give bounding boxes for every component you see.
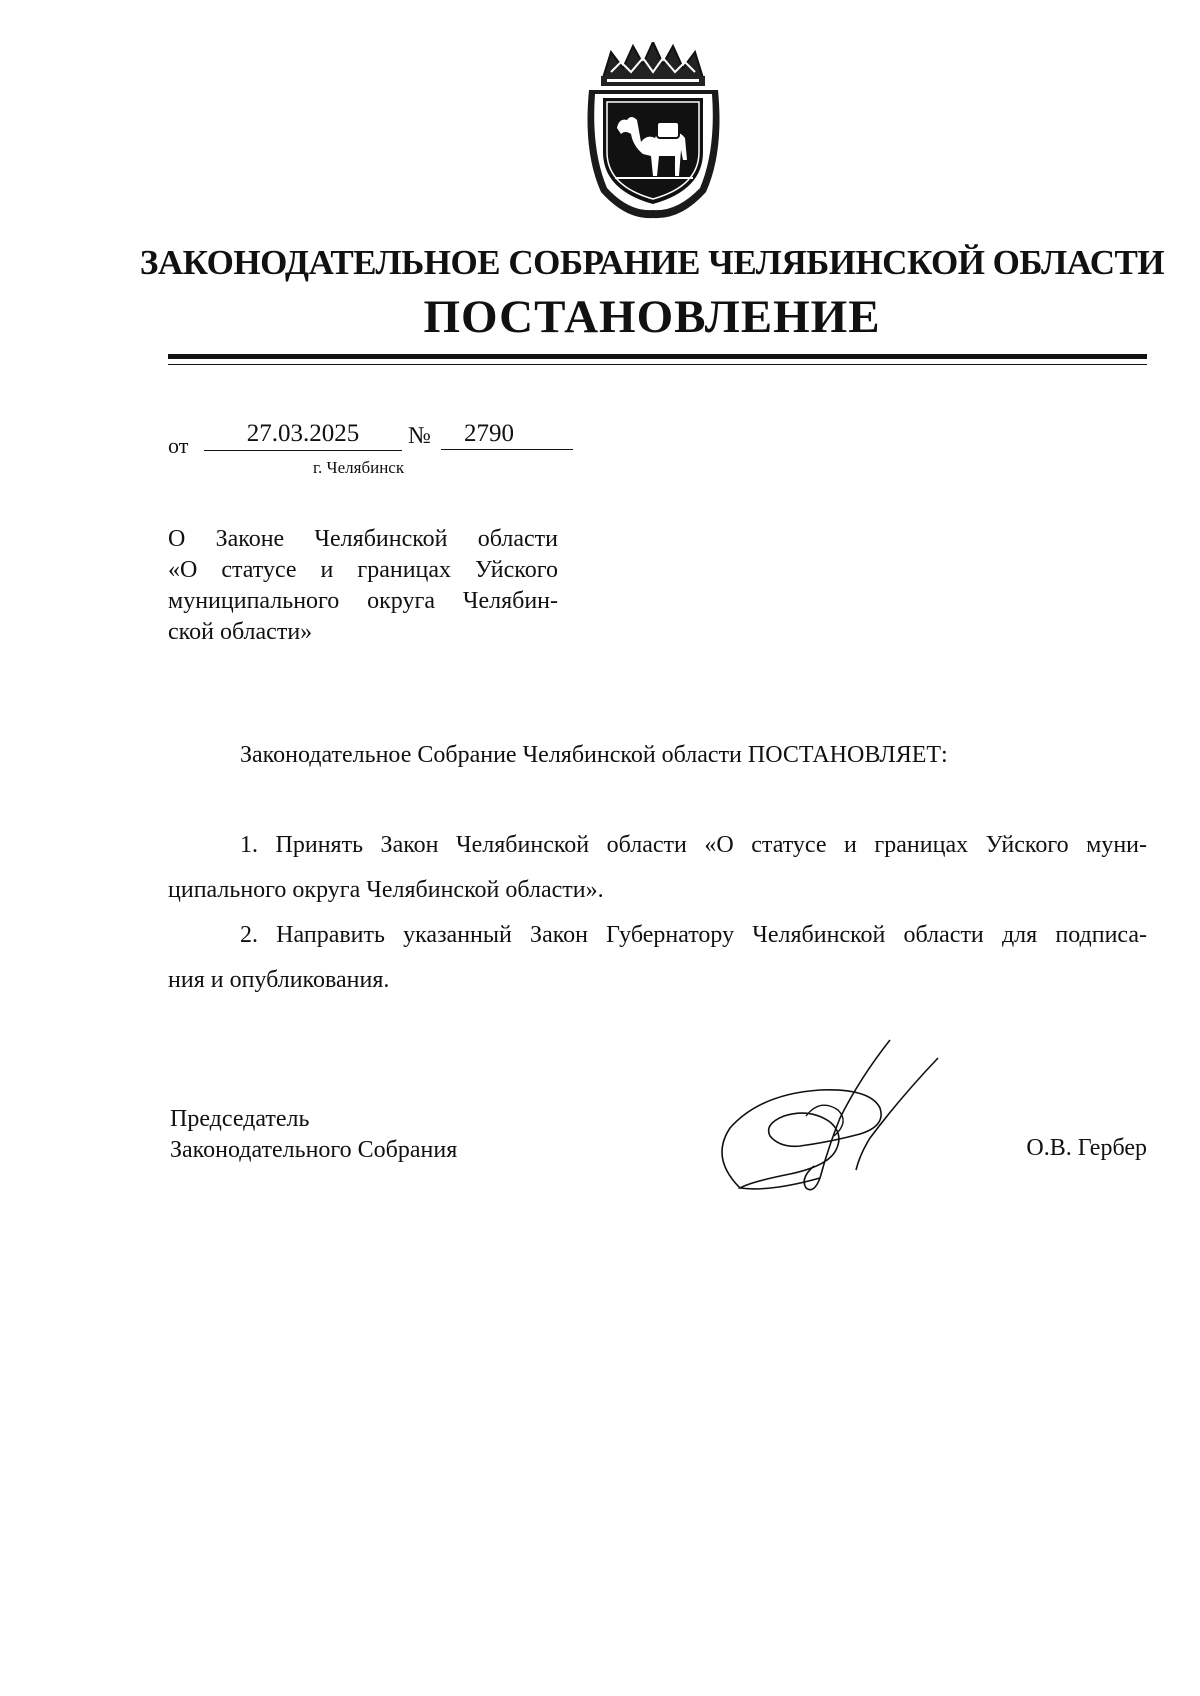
resolution-items: [168, 823, 1147, 1003]
signer-position-line: Законодательного Собрания: [170, 1137, 458, 1163]
item-1-line-2: ципального округа Челябинской области».: [168, 877, 604, 903]
subject-line: ской области»: [168, 619, 313, 645]
header-divider-thick: [168, 354, 1147, 359]
subject-line: муниципального округа Челябин-: [168, 588, 558, 614]
document-number: 2790: [441, 420, 573, 450]
subject-line: «О статусе и границах Уйского: [168, 557, 558, 583]
document-date: 27.03.2025: [204, 420, 402, 451]
document-type-title: ПОСТАНОВЛЕНИЕ: [423, 291, 881, 343]
header-divider-thin: [168, 364, 1147, 365]
city-label: г. Челябинск: [313, 458, 405, 477]
signer-name: О.В. Гербер: [1026, 1135, 1147, 1161]
item-2-line-1: 2. Направить указанный Закон Губернатору Челябинской области для подписа-: [240, 922, 1147, 948]
subject-line: О Законе Челябинской области: [168, 526, 558, 552]
item-2-line-2: ния и опубликования.: [168, 967, 390, 993]
coat-of-arms-icon: [581, 42, 726, 220]
signer-position-line: Председатель: [170, 1106, 310, 1132]
organization-title: ЗАКОНОДАТЕЛЬНОЕ СОБРАНИЕ ЧЕЛЯБИНСКОЙ ОБЛАСТИ: [139, 243, 1165, 282]
number-sign-label: №: [408, 423, 431, 449]
signer-position: [170, 1104, 457, 1166]
signature-icon: [710, 1038, 970, 1198]
item-1-line-1: 1. Принять Закон Челябинской области «О статусе и границах Уйского муни-: [240, 832, 1147, 858]
date-prefix-label: от: [168, 433, 189, 458]
resolution-preamble: Законодательное Собрание Челябинской области ПОСТАНОВЛЯЕТ:: [240, 742, 948, 768]
document-subject: [168, 524, 558, 648]
